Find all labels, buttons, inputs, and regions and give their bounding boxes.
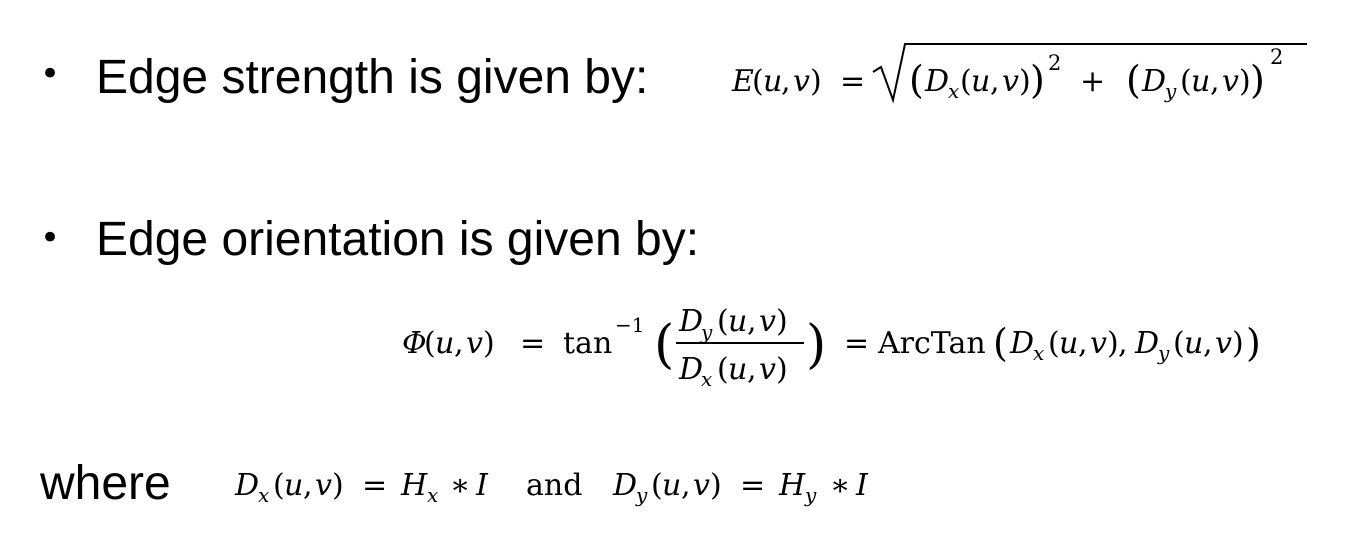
svg-text:(: ( bbox=[273, 468, 285, 503]
svg-text:): ) bbox=[710, 468, 722, 503]
svg-text:D: D bbox=[679, 304, 704, 339]
where-label: where bbox=[40, 457, 171, 510]
svg-text:): ) bbox=[1246, 321, 1261, 365]
svg-text:): ) bbox=[776, 304, 788, 339]
svg-text:(: ( bbox=[1126, 58, 1141, 102]
svg-text:H: H bbox=[779, 468, 806, 503]
svg-text:v: v bbox=[693, 468, 710, 503]
svg-text:v: v bbox=[759, 352, 776, 387]
svg-text:(: ( bbox=[654, 315, 675, 375]
svg-text:D: D bbox=[679, 352, 704, 387]
svg-text:(: ( bbox=[960, 64, 972, 99]
svg-text:(: ( bbox=[651, 468, 663, 503]
svg-text:): ) bbox=[810, 64, 822, 99]
svg-text:(: ( bbox=[1048, 326, 1060, 361]
svg-text:=: = bbox=[844, 326, 870, 361]
svg-text:x: x bbox=[701, 367, 713, 391]
svg-text:v: v bbox=[1090, 326, 1107, 361]
svg-text:u: u bbox=[662, 468, 682, 503]
svg-text:ArcTan: ArcTan bbox=[878, 326, 986, 361]
svg-text:∗: ∗ bbox=[830, 468, 851, 503]
svg-text:x: x bbox=[1033, 341, 1045, 365]
svg-text:u: u bbox=[1059, 326, 1079, 361]
bullet-marker: • bbox=[40, 218, 61, 258]
svg-text:,: , bbox=[454, 326, 464, 361]
svg-text:(: ( bbox=[1173, 326, 1185, 361]
svg-text:(: ( bbox=[717, 304, 729, 339]
svg-text:u: u bbox=[728, 304, 748, 339]
edge-orientation-equation bbox=[402, 304, 1261, 391]
svg-text:): ) bbox=[806, 315, 827, 375]
svg-text:v: v bbox=[315, 468, 332, 503]
svg-text:,: , bbox=[747, 352, 757, 387]
svg-text:u: u bbox=[435, 326, 455, 361]
svg-text:=: = bbox=[362, 468, 388, 503]
svg-text:): ) bbox=[1030, 58, 1045, 102]
svg-text:u: u bbox=[284, 468, 304, 503]
svg-text:u: u bbox=[971, 64, 991, 99]
svg-text:y: y bbox=[636, 483, 648, 507]
svg-text:v: v bbox=[1215, 326, 1232, 361]
svg-text:x: x bbox=[427, 483, 439, 507]
svg-text:∗: ∗ bbox=[450, 468, 471, 503]
svg-text:D: D bbox=[1142, 64, 1167, 99]
svg-text:(: ( bbox=[993, 321, 1008, 365]
svg-text:tan: tan bbox=[563, 326, 613, 361]
svg-text:): ) bbox=[776, 352, 788, 387]
svg-text:,: , bbox=[990, 64, 1000, 99]
edge-strength-equation bbox=[731, 44, 1307, 103]
svg-text:+: + bbox=[1080, 64, 1106, 99]
svg-text:,: , bbox=[747, 304, 757, 339]
edge-strength-heading: Edge strength is given by: bbox=[96, 51, 649, 104]
svg-text:,: , bbox=[303, 468, 313, 503]
svg-text:2: 2 bbox=[1048, 51, 1062, 75]
svg-text:=: = bbox=[840, 64, 866, 99]
svg-text:x: x bbox=[258, 483, 270, 507]
svg-text:): ) bbox=[1232, 326, 1244, 361]
svg-text:I: I bbox=[476, 468, 488, 503]
edge-orientation-heading: Edge orientation is given by: bbox=[96, 213, 700, 266]
svg-text:Φ: Φ bbox=[402, 326, 427, 361]
svg-text:D: D bbox=[613, 468, 638, 503]
svg-text:(: ( bbox=[1180, 64, 1192, 99]
svg-text:y: y bbox=[1165, 79, 1177, 103]
svg-text:x: x bbox=[948, 79, 960, 103]
svg-text:H: H bbox=[401, 468, 428, 503]
svg-text:and: and bbox=[526, 468, 583, 503]
svg-text:D: D bbox=[1135, 326, 1160, 361]
svg-text:D: D bbox=[235, 468, 260, 503]
svg-text:): ) bbox=[1019, 64, 1031, 99]
svg-text:(: ( bbox=[752, 64, 764, 99]
svg-text:I: I bbox=[856, 468, 868, 503]
svg-text:v: v bbox=[466, 326, 483, 361]
svg-text:y: y bbox=[701, 320, 713, 344]
svg-text:): ) bbox=[483, 326, 495, 361]
svg-text:D: D bbox=[1010, 326, 1035, 361]
svg-text:E: E bbox=[732, 64, 754, 99]
svg-text:−1: −1 bbox=[615, 313, 645, 337]
svg-text:v: v bbox=[759, 304, 776, 339]
svg-text:(: ( bbox=[424, 326, 436, 361]
svg-text:,: , bbox=[1203, 326, 1213, 361]
svg-text:(: ( bbox=[909, 58, 924, 102]
svg-text:,: , bbox=[681, 468, 691, 503]
svg-text:v: v bbox=[1222, 64, 1239, 99]
svg-text:v: v bbox=[793, 64, 810, 99]
svg-text:,: , bbox=[1118, 326, 1128, 361]
svg-text:D: D bbox=[925, 64, 950, 99]
svg-text:(: ( bbox=[717, 352, 729, 387]
derivative-definitions bbox=[234, 468, 869, 507]
svg-text:): ) bbox=[1107, 326, 1119, 361]
svg-text:u: u bbox=[1184, 326, 1204, 361]
svg-text:,: , bbox=[781, 64, 791, 99]
svg-text:u: u bbox=[763, 64, 783, 99]
svg-text:u: u bbox=[1191, 64, 1211, 99]
svg-text:,: , bbox=[1210, 64, 1220, 99]
svg-text:u: u bbox=[728, 352, 748, 387]
svg-text:): ) bbox=[1250, 58, 1265, 102]
svg-text:): ) bbox=[1239, 64, 1251, 99]
svg-text:y: y bbox=[805, 483, 817, 507]
svg-text:v: v bbox=[1002, 64, 1019, 99]
svg-text:y: y bbox=[1158, 341, 1170, 365]
bullet-marker: • bbox=[40, 54, 61, 94]
svg-text:): ) bbox=[332, 468, 344, 503]
svg-text:2: 2 bbox=[1270, 45, 1284, 69]
svg-text:=: = bbox=[520, 326, 546, 361]
svg-text:,: , bbox=[1078, 326, 1088, 361]
svg-text:=: = bbox=[740, 468, 766, 503]
